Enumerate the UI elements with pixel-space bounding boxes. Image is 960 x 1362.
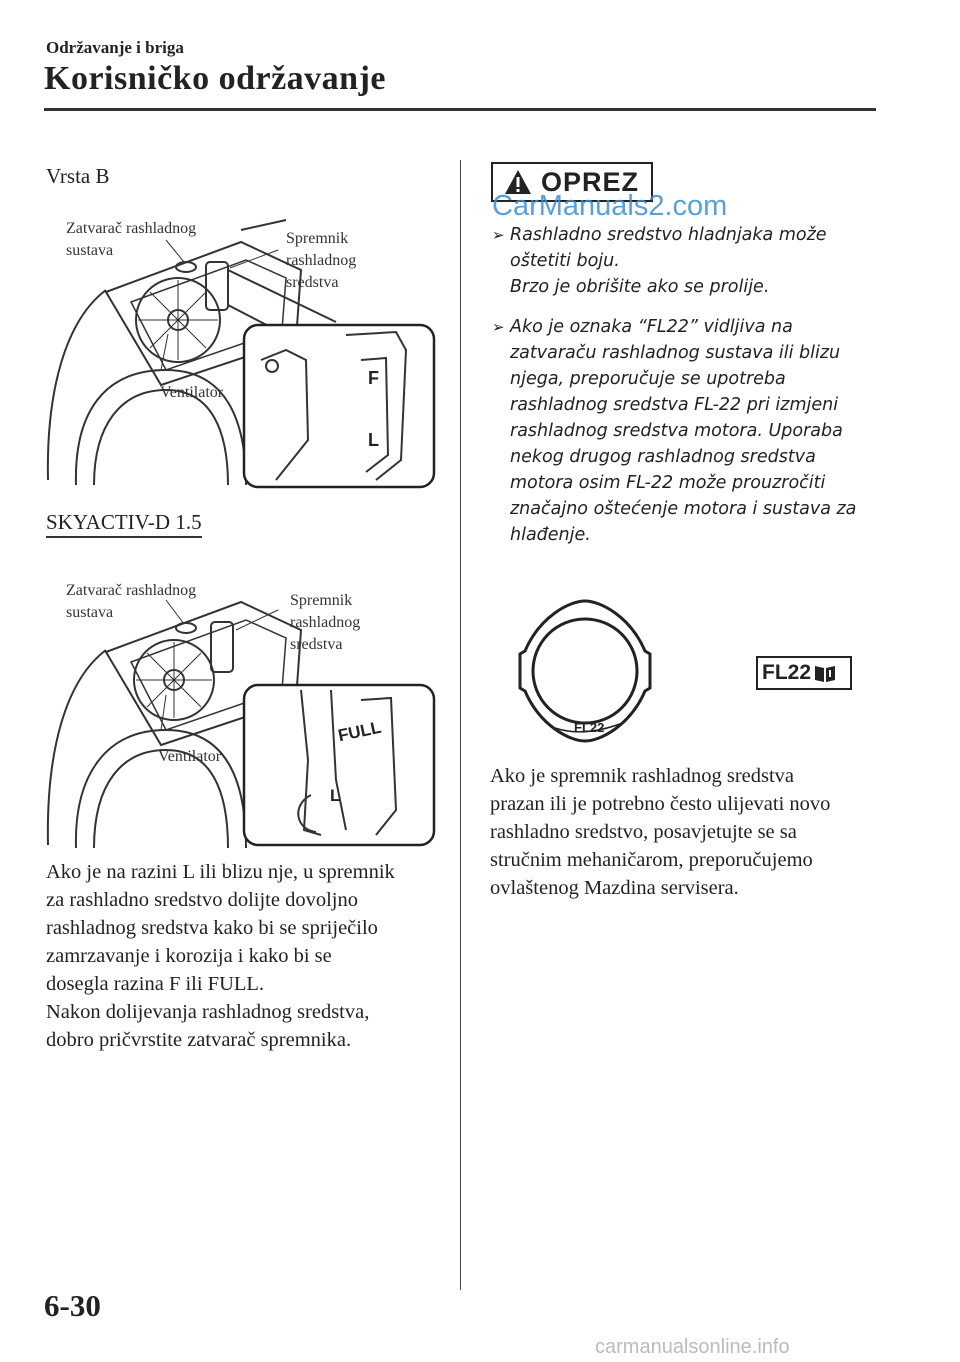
paragraph-line: Nakon dolijevanja rashladnog sredstva, [46,1001,370,1023]
caution-line: Ako je oznaka “FL22” vidljiva na [510,317,793,337]
callout-cap-line-2: sustava [66,242,114,259]
level-mark-l: L [368,430,379,450]
paragraph-line: Ako je spremnik rashladnog sredstva [490,765,795,787]
paragraph-line: ovlaštenog Mazdina servisera. [490,877,739,899]
callout-reservoir-line-3: sredstva [290,636,343,653]
caution-line: Brzo je obrišite ako se prolije. [510,277,770,297]
caution-list [492,222,872,562]
paragraph-line: Ako je na razini L ili blizu nje, u spremnik [46,861,395,883]
caution-line: rashladnog sredstva FL-22 pri izmjeni [510,395,839,415]
bullet-arrow-icon: ➢ [492,318,505,336]
paragraph-line: zamrzavanje i korozija i kako bi se [46,945,332,967]
skyactiv-heading-text: SKYACTIV-D 1.5 [46,510,202,538]
section-heading-skyactiv [46,510,202,535]
level-mark-f: F [368,368,379,388]
caution-label: OPREZ [541,166,640,197]
page-number: 6-30 [44,1288,101,1323]
paragraph-line: rashladno sredstvo, posavjetujte se sa [490,821,797,843]
callout-reservoir-line-2: rashladnog [290,614,361,631]
caution-item-2 [492,314,872,548]
caution-item-1 [492,222,872,300]
caution-line: značajno oštećenje motora i sustava za [510,499,857,519]
caution-line: motora osim FL-22 može prouzročiti [510,473,826,493]
page-title: Korisničko održavanje [44,60,386,97]
watermark-logo: CarManuals2.com [492,190,728,222]
paragraph-line: dobro pričvrstite zatvarač spremnika. [46,1029,352,1051]
callout-reservoir-line-1: Spremnik [290,592,353,609]
callout-cap-skyactiv [66,580,196,624]
bullet-arrow-icon: ➢ [492,226,505,244]
callout-fan-skyactiv: Ventilator [158,748,222,765]
callout-fan-type-b: Ventilator [160,384,224,401]
column-divider [460,160,461,1290]
caution-line: rashladnog sredstva motora. Uporaba [510,421,843,441]
caution-line: zatvaraču rashladnog sustava ili blizu [510,343,841,363]
callout-reservoir-line-1: Spremnik [286,230,349,247]
caution-line: Rashladno sredstvo hladnjaka može [510,225,827,245]
paragraph-line: stručnim mehaničarom, preporučujemo [490,849,813,871]
radiator-cap-illustration [510,596,660,746]
fl22-badge [756,656,852,690]
title-rule [44,108,876,111]
callout-cap-line-2: sustava [66,604,114,621]
caution-line: njega, preporučuje se upotreba [510,369,786,389]
callout-reservoir-type-b [286,228,356,294]
callout-cap-type-b [66,218,196,262]
caution-line: nekog drugog rashladnog sredstva [510,447,816,467]
callout-cap-line-1: Zatvarač rashladnog [66,582,197,599]
level-instructions [46,858,446,1054]
paragraph-line: dosegla razina F ili FULL. [46,973,265,995]
level-mark-l: L [330,786,341,805]
callout-cap-line-1: Zatvarač rashladnog [66,220,197,237]
callout-reservoir-line-2: rashladnog [286,252,357,269]
callout-reservoir-line-3: sredstva [286,274,339,291]
refill-advice [490,762,880,902]
caution-line: hlađenje. [510,525,591,545]
level-mark-full: FULL [336,717,383,746]
cap-ring-text: FL22 [574,720,605,735]
footer-watermark: carmanualsonline.info [595,1336,790,1358]
paragraph-line: za rashladno sredstvo dolijte dovoljno [46,889,358,911]
chapter-heading: Održavanje i briga [46,38,184,57]
fl22-badge-text: FL22 [762,661,812,684]
paragraph-line: rashladnog sredstva kako bi se spriječilo [46,917,378,939]
caution-line: oštetiti boju. [510,251,620,271]
manual-book-icon [814,663,836,683]
section-heading-type-b: Vrsta B [46,164,110,188]
callout-reservoir-skyactiv [290,590,360,656]
paragraph-line: prazan ili je potrebno često ulijevati novo [490,793,831,815]
